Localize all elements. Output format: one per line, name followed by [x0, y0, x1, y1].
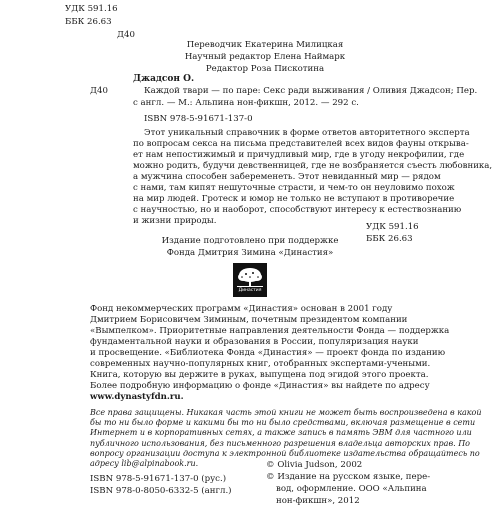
- annotation-line: по вопросам секса на письма представителей всех видов фауны открыва-: [133, 139, 469, 149]
- credit-editor: Редактор Роза Пискотина: [205, 64, 325, 74]
- credit-science-editor: Научный редактор Елена Наймарк: [184, 52, 346, 62]
- author-name: Джадсон О.: [133, 74, 195, 84]
- bbk-code-2: ББК 26.63: [366, 234, 413, 244]
- annotation-line: можно родить, будучи девственницей, где не возбраняется съесть любовника,: [133, 161, 493, 171]
- annotation-line: с научностью, но и наоборот, способствуют интересу к естествознанию: [133, 205, 462, 215]
- rights-line: публичного использования, без письменного разрешения владельца авторских прав. По: [90, 438, 470, 448]
- rights-line: бы то ни было форме и какими бы то ни было средствами, включая размещение в сети: [90, 418, 476, 428]
- rights-line: Интернет и в корпоративных сетях, а также запись в память ЭВМ для частного или: [90, 428, 472, 438]
- annotation-line: и жизни природы.: [133, 216, 217, 226]
- annotation-line: Этот уникальный справочник в форме ответов авторитетного эксперта: [144, 128, 470, 138]
- credit-translator: Переводчик Екатерина Милицкая: [186, 40, 344, 50]
- copyright-edition-1: © Издание на русском языке, пере-: [266, 472, 431, 482]
- fund-line: и просвещение. «Библиотека Фонда «Династия» — проект фонда по изданию: [90, 348, 446, 358]
- fund-line: «Вымпелком». Приоритетные направления деятельности Фонда — поддержка: [90, 326, 450, 336]
- logo-text: Династия: [238, 288, 262, 293]
- isbn: ISBN 978-5-91671-137-0: [144, 114, 253, 124]
- fund-description: [90, 304, 450, 403]
- rights-notice: [90, 408, 482, 469]
- annotation-line: с нами, там кипят нешуточные страсти, и чем-то он неуловимо похож: [133, 183, 455, 193]
- isbn-english: ISBN 978-0-8050-6332-5 (англ.): [90, 486, 232, 496]
- support-line-1: Издание подготовлено при поддержке: [161, 236, 339, 246]
- rights-line: вопросу организации доступа к электронной библиотеке издательства обращайтесь по: [90, 448, 480, 458]
- annotation: [133, 128, 493, 227]
- isbn-russian: ISBN 978-5-91671-137-0 (рус.): [90, 474, 227, 484]
- rights-line: адресу lib@alpinabook.ru.: [90, 459, 199, 469]
- copyright-author: © Olivia Judson, 2002: [266, 460, 363, 470]
- copyright-edition-3: нон-фикшн», 2012: [276, 496, 360, 506]
- dynasty-logo: [233, 263, 267, 297]
- udk-code: УДК 591.16: [65, 4, 118, 14]
- bib-line-1: Каждой твари — по паре: Секс ради выживания / Оливия Джадсон; Пер.: [144, 86, 478, 96]
- fund-line: Более подробную информацию о фонде «Династия» вы найдете по адресу: [90, 381, 430, 391]
- bib-line-2: с англ. — М.: Альпина нон-фикшн, 2012. — 292 с.: [133, 98, 359, 108]
- annotation-line: на мир людей. Гротеск и юмор не только не вступают в противоречие: [133, 194, 455, 204]
- annotation-line: ет нам непостижимый и причудливый мир, где в угоду некрофилии, где: [133, 150, 465, 160]
- fund-line: Книга, которую вы держите в руках, выпущена под эгидой этого проекта.: [90, 370, 429, 380]
- d40-code: Д40: [117, 30, 135, 40]
- fund-url: www.dynastyfdn.ru.: [90, 392, 184, 402]
- annotation-line: а мужчина способен забеременеть. Этот невиданный мир — рядом: [133, 172, 441, 182]
- copyright-edition-2: вод, оформление. ООО «Альпина: [276, 484, 427, 494]
- fund-line: Дмитрием Борисовичем Зиминым, почетным президентом компании: [90, 315, 408, 325]
- support-line-2: Фонда Дмитрия Зимина «Династия»: [166, 248, 334, 258]
- fund-line: Фонд некоммерческих программ «Династия» основан в 2001 году: [90, 304, 393, 314]
- rights-line: Все права защищены. Никакая часть этой книги не может быть воспроизведена в какой: [90, 408, 482, 417]
- fund-line: фундаментальной науки и образования в России, популяризация науки: [90, 337, 419, 347]
- fund-line: современных научно-популярных книг, отобранных экспертами-учеными.: [90, 359, 431, 369]
- udk-code-2: УДК 591.16: [366, 222, 419, 232]
- side-code: Д40: [90, 86, 108, 96]
- bbk-code: ББК 26.63: [65, 17, 112, 27]
